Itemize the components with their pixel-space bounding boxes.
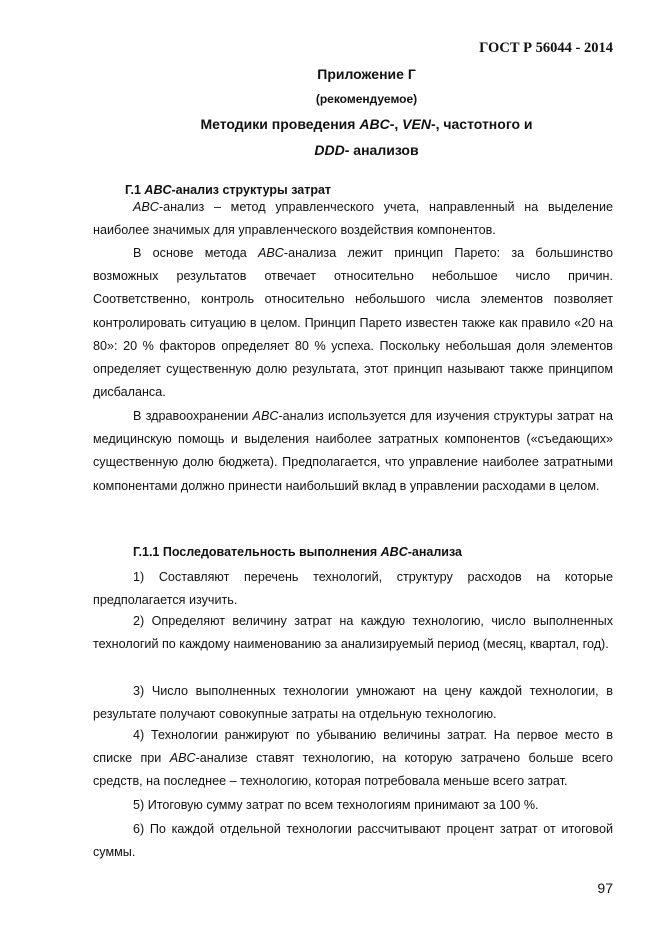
step-4: 4) Технологии ранжируют по убыванию величины затрат. На первое место в списке при ABC-анализе ставят технологию, на которую затрачено больше всего средств, на последнее – технологию, которая потребовала меньше всего затрат. (93, 728, 613, 789)
step-2: 2) Определяют величину затрат на каждую технологию, число выполненных технологий по каждому наименованию за анализируемый период (месяц, квартал, год). (93, 614, 613, 652)
step-3: 3) Число выполненных технологии умножают на цену каждой технологии, в результате получают совокупные затраты на отдельную технологию. (93, 684, 613, 722)
paragraph-healthcare: В здравоохранении ABC-анализ используется для изучения структуры затрат на медицинскую помощь и выделения наиболее затратных компонентов («съедающих» существенную долю бюджета). Предполагается, что управление наиболее затратными компонентами должно принести наибольший вклад в управлении расходами в целом. (93, 409, 613, 493)
page-number: 97 (597, 880, 613, 896)
step-5: 5) Итоговую сумму затрат по всем технологиям принимают за 100 %. (133, 798, 539, 812)
appendix-status: (рекомендуемое) (315, 92, 418, 106)
paragraph-abc-definition: ABC-анализ – метод управленческого учета, направленный на выделение наиболее значимых для управленческого воздействия компонентов. (93, 200, 613, 238)
appendix-title: Приложение Г (317, 66, 416, 82)
standard-number: ГОСТ Р 56044 - 2014 (479, 40, 613, 56)
appendix-heading-line1: Методики проведения ABC-, VEN-, частотного и (200, 116, 533, 132)
section-heading-g11: Г.1.1 Последовательность выполнения ABC-анализа (133, 545, 462, 559)
step-1: 1) Составляют перечень технологий, структуру расходов на которые предполагается изучить. (93, 570, 613, 608)
section-heading-g1: Г.1 ABC-анализ структуры затрат (125, 183, 332, 197)
step-6: 6) По каждой отдельной технологии рассчитывают процент затрат от итоговой суммы. (93, 822, 613, 860)
appendix-heading-line2: DDD- анализов (314, 142, 419, 158)
paragraph-pareto: В основе метода ABC-анализа лежит принцип Парето: за большинство возможных результатов отвечает относительно небольшое число причин. Соответственно, контроль относительно небольшого числа элементов позволяет контролировать ситуацию в целом. Принцип Парето известен также как правило «20 на 80»: 20 % факторов определяет 80 % успеха. Поскольку небольшая доля элементов определяет существенную долю результата, этот принцип называют также принципом дисбаланса. (93, 246, 613, 400)
